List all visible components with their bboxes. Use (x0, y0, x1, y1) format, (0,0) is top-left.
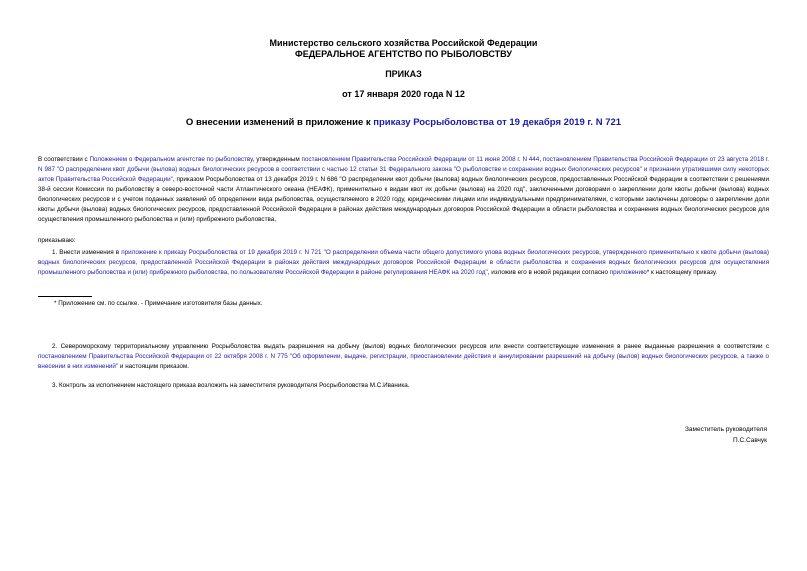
preamble-text-4: , приказом Росрыболовства от 13 декабря 2019 г. N 686 "О распределении квот добычи (вылова) водных биологических ресурсов, предоставленных Российской Федерации в соответствии с решениями 38-й сессии Комиссии по рыболовству в северо-восточной части Атлантического океана (НЕАФК), применительно к видам квот их добычи (вылова) на 2020 год", заключенными договорами о закреплении доли квоты добычи (вылова) водных биологических ресурсов и с учетом поданных заявлений об определении вида рыболовства, осуществляемого в 2020 году, юридическими лицами или индивидуальными предпринимателями, с которыми заключены договоры о закреплении доли квоты добычи (вылова) водных биологических ресурсов, предоставленной Российской Федерации в районах действия международных договоров Российской Федерации в области рыболовства и сохранения водных биологических ресурсов для осуществления промышленного рыболовства и (или) прибрежного рыболовства, (38, 176, 769, 223)
signatory-title: Заместитель руководителя (685, 426, 767, 433)
appendix-link[interactable]: приложению (609, 269, 647, 276)
signature-block (685, 424, 767, 446)
preamble-text-2: , утвержденным (252, 156, 302, 163)
preamble-text-1: В соответствии с (38, 156, 90, 163)
preamble-text-3: , (539, 156, 543, 163)
item1-text-1: 1. Внести изменения в (52, 249, 122, 256)
preamble-paragraph (38, 155, 769, 225)
item-3-paragraph: 3. Контроль за исполнением настоящего приказа возложить на заместителя руководителя Росрыболовства М.С.Иваника. (52, 382, 410, 389)
item2-text-2: и настоящим приказом. (118, 363, 189, 370)
document-subject (0, 117, 807, 129)
item-2-paragraph (38, 342, 769, 372)
agency-name: ФЕДЕРАЛЬНОЕ АГЕНТСТВО ПО РЫБОЛОВСТВУ (295, 49, 512, 59)
signatory-name: П.С.Савчук (732, 437, 767, 444)
resolution-444-link[interactable]: постановлением Правительства Российской Федерации от 11 июня 2008 г. N 444 (301, 156, 540, 163)
item-1-paragraph (38, 248, 769, 278)
document-type: ПРИКАЗ (385, 69, 422, 79)
subject-order-link[interactable]: приказу Росрыболовства от 19 декабря 2019 г. N 721 (373, 117, 622, 128)
item1-text-2: , изложив его в новой редакции согласно (487, 269, 610, 276)
appendix-order-721-link[interactable]: приложение к приказу Росрыболовства от 19 декабря 2019 г. N 721 "О распределении объема части общего допустимого улова водных биологических ресурсов, утвержденного применительно к квоте добычи (вылова) водных биологических ресурсов, предоставленной Российской Федерации в районах действия международных договоров Российской Федерации в области рыболовства и сохранения водных биологических ресурсов для осуществления промышленного рыболовства и (или) прибрежного рыболовства, по пользователям Российской Федерации в районе регулирования НЕАФК на 2020 год" (38, 249, 769, 276)
resolution-775-link[interactable]: постановлением Правительства Российской Федерации от 22 октября 2008 г. N 775 "Об оформлении, выдаче, регистрации, приостановлении действия и аннулировании разрешений на добычу (вылов) водных биологических ресурсов, а также о внесении в них изменений" (38, 353, 769, 370)
footnote: * Приложение см. по ссылке. - Примечание изготовителя базы данных. (54, 300, 263, 307)
subject-prefix: О внесении изменений в приложение к (185, 117, 374, 128)
item1-text-3: * к настоящему приказу. (646, 269, 718, 276)
document-date-number: от 17 января 2020 года N 12 (342, 89, 465, 99)
item2-text-1: 2. Североморскому территориальному управлению Росрыболовства выдать разрешения на добычу (вылов) водных биологических ресурсов или внести соответствующие изменения в ранее выданные разрешения в соответствии с (52, 343, 769, 350)
ministry-name: Министерство сельского хозяйства Российской Федерации (269, 38, 538, 48)
footnote-divider (38, 296, 92, 297)
regulation-link[interactable]: Положением о Федеральном агентстве по рыболовству (89, 156, 253, 163)
resolution-987-link[interactable]: постановлением Правительства Российской Федерации от 23 августа 2018 г. N 987 "О распределении квот добычи (вылова) водных биологических ресурсов в соответствии с частью 12 статьи 31 Федерального закона "О рыболовстве и сохранении водных биологических ресурсов" и признании утратившими силу некоторых актов Правительства Российской Федерации" (38, 156, 770, 183)
order-word: приказываю: (38, 237, 76, 244)
